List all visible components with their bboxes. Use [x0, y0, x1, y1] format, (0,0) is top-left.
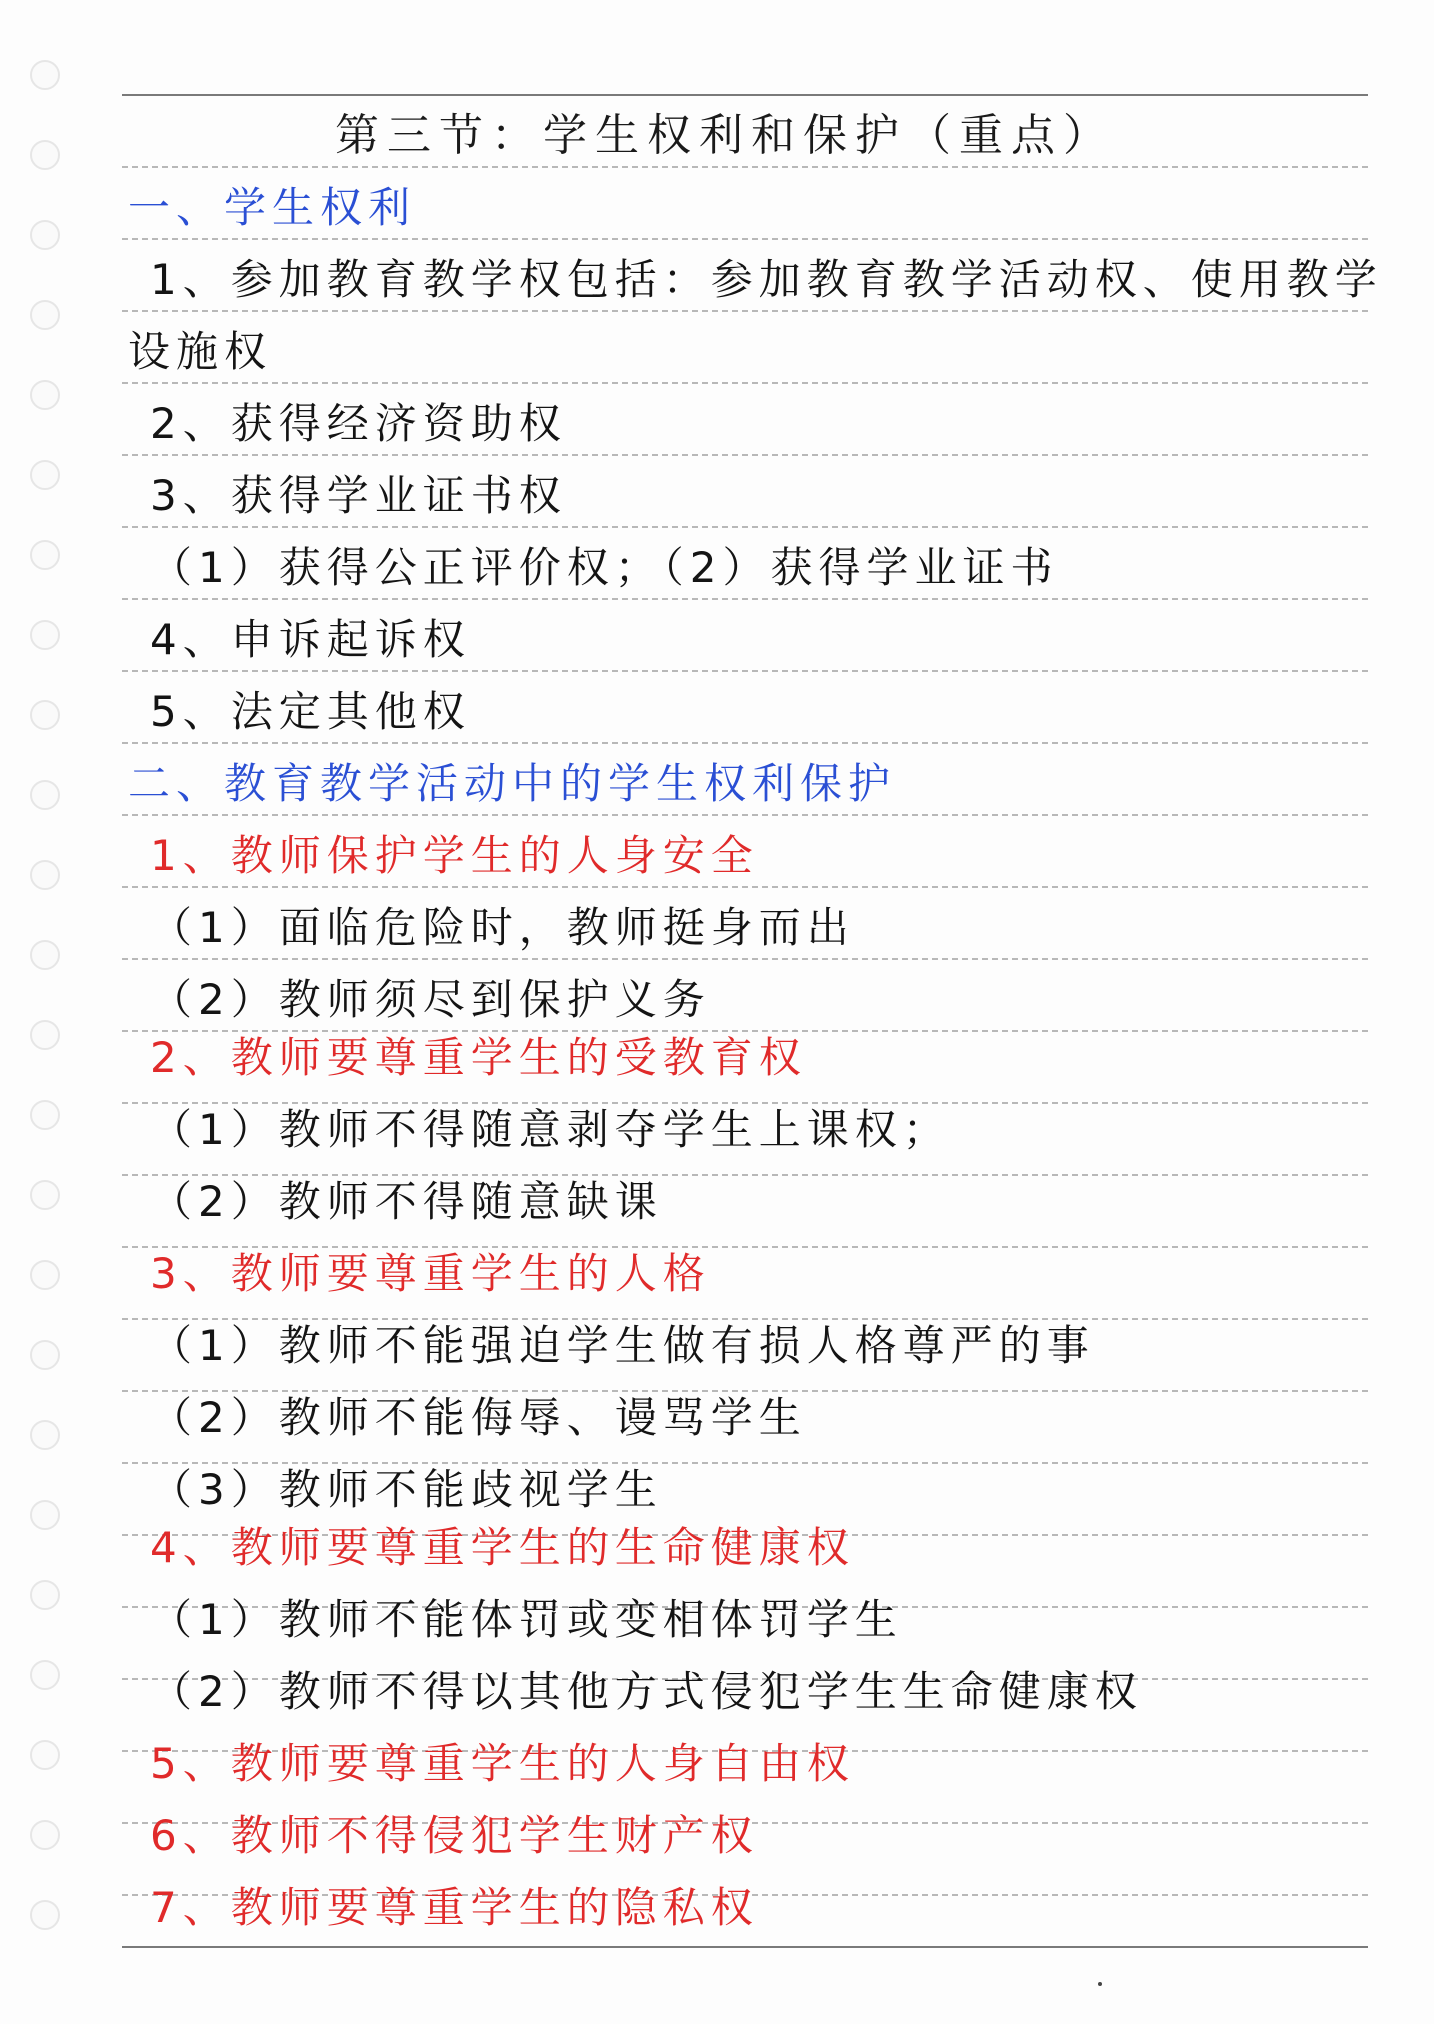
list-item: 1、参加教育教学权包括：参加教育教学活动权、使用教学: [150, 255, 1383, 304]
ruled-line: [122, 814, 1368, 816]
subsection-heading: 5、教师要尊重学生的人身自由权: [150, 1739, 855, 1788]
list-item: （1）教师不得随意剥夺学生上课权；: [150, 1105, 951, 1154]
binder-hole: [30, 1820, 60, 1850]
ruled-line: [122, 958, 1368, 960]
binder-holes: [30, 40, 70, 2000]
ruled-line: [122, 238, 1368, 240]
binder-hole: [30, 860, 60, 890]
ruled-line: [122, 598, 1368, 600]
list-item: （1）获得公正评价权；（2）获得学业证书: [150, 543, 1059, 592]
binder-hole: [30, 60, 60, 90]
binder-hole: [30, 1260, 60, 1290]
binder-hole: [30, 1740, 60, 1770]
binder-hole: [30, 540, 60, 570]
binder-hole: [30, 1580, 60, 1610]
bottom-rule: [122, 1946, 1368, 1948]
binder-hole: [30, 1100, 60, 1130]
binder-hole: [30, 1340, 60, 1370]
list-item: （2）教师不能侮辱、谩骂学生: [150, 1393, 807, 1442]
binder-hole: [30, 1660, 60, 1690]
binder-hole: [30, 620, 60, 650]
section-heading: 二、教育教学活动中的学生权利保护: [128, 759, 897, 808]
binder-hole: [30, 300, 60, 330]
binder-hole: [30, 780, 60, 810]
ruled-line: [122, 526, 1368, 528]
binder-hole: [30, 1420, 60, 1450]
list-item: （2）教师不得随意缺课: [150, 1177, 663, 1226]
ink-dot: [1098, 1982, 1102, 1986]
subsection-heading: 3、教师要尊重学生的人格: [150, 1249, 711, 1298]
list-item: （1）面临危险时，教师挺身而出: [150, 903, 855, 952]
subsection-heading: 2、教师要尊重学生的受教育权: [150, 1033, 807, 1082]
subsection-heading: 4、教师要尊重学生的生命健康权: [150, 1523, 855, 1572]
subsection-heading: 1、教师保护学生的人身安全: [150, 831, 759, 880]
binder-hole: [30, 380, 60, 410]
list-item: 2、获得经济资助权: [150, 399, 567, 448]
list-item: 设施权: [128, 327, 273, 376]
binder-hole: [30, 1180, 60, 1210]
list-item: 5、法定其他权: [150, 687, 471, 736]
ruled-line: [122, 166, 1368, 168]
list-item: 4、申诉起诉权: [150, 615, 471, 664]
list-item: （1）教师不能强迫学生做有损人格尊严的事: [150, 1321, 1095, 1370]
top-rule: [122, 94, 1368, 96]
binder-hole: [30, 140, 60, 170]
list-item: 3、获得学业证书权: [150, 471, 567, 520]
binder-hole: [30, 700, 60, 730]
ruled-line: [122, 454, 1368, 456]
list-item: （1）教师不能体罚或变相体罚学生: [150, 1595, 903, 1644]
binder-hole: [30, 1900, 60, 1930]
binder-hole: [30, 940, 60, 970]
ruled-line: [122, 382, 1368, 384]
list-item: （3）教师不能歧视学生: [150, 1465, 663, 1514]
ruled-line: [122, 670, 1368, 672]
ruled-line: [122, 886, 1368, 888]
binder-hole: [30, 1500, 60, 1530]
section-heading: 一、学生权利: [128, 183, 417, 232]
list-item: （2）教师不得以其他方式侵犯学生生命健康权: [150, 1667, 1143, 1716]
ruled-line: [122, 310, 1368, 312]
subsection-heading: 6、教师不得侵犯学生财产权: [150, 1811, 759, 1860]
ruled-line: [122, 742, 1368, 744]
subsection-heading: 7、教师要尊重学生的隐私权: [150, 1883, 759, 1932]
page-title: 第三节：学生权利和保护（重点）: [335, 110, 1115, 161]
list-item: （2）教师须尽到保护义务: [150, 975, 711, 1024]
binder-hole: [30, 220, 60, 250]
binder-hole: [30, 1020, 60, 1050]
binder-hole: [30, 460, 60, 490]
